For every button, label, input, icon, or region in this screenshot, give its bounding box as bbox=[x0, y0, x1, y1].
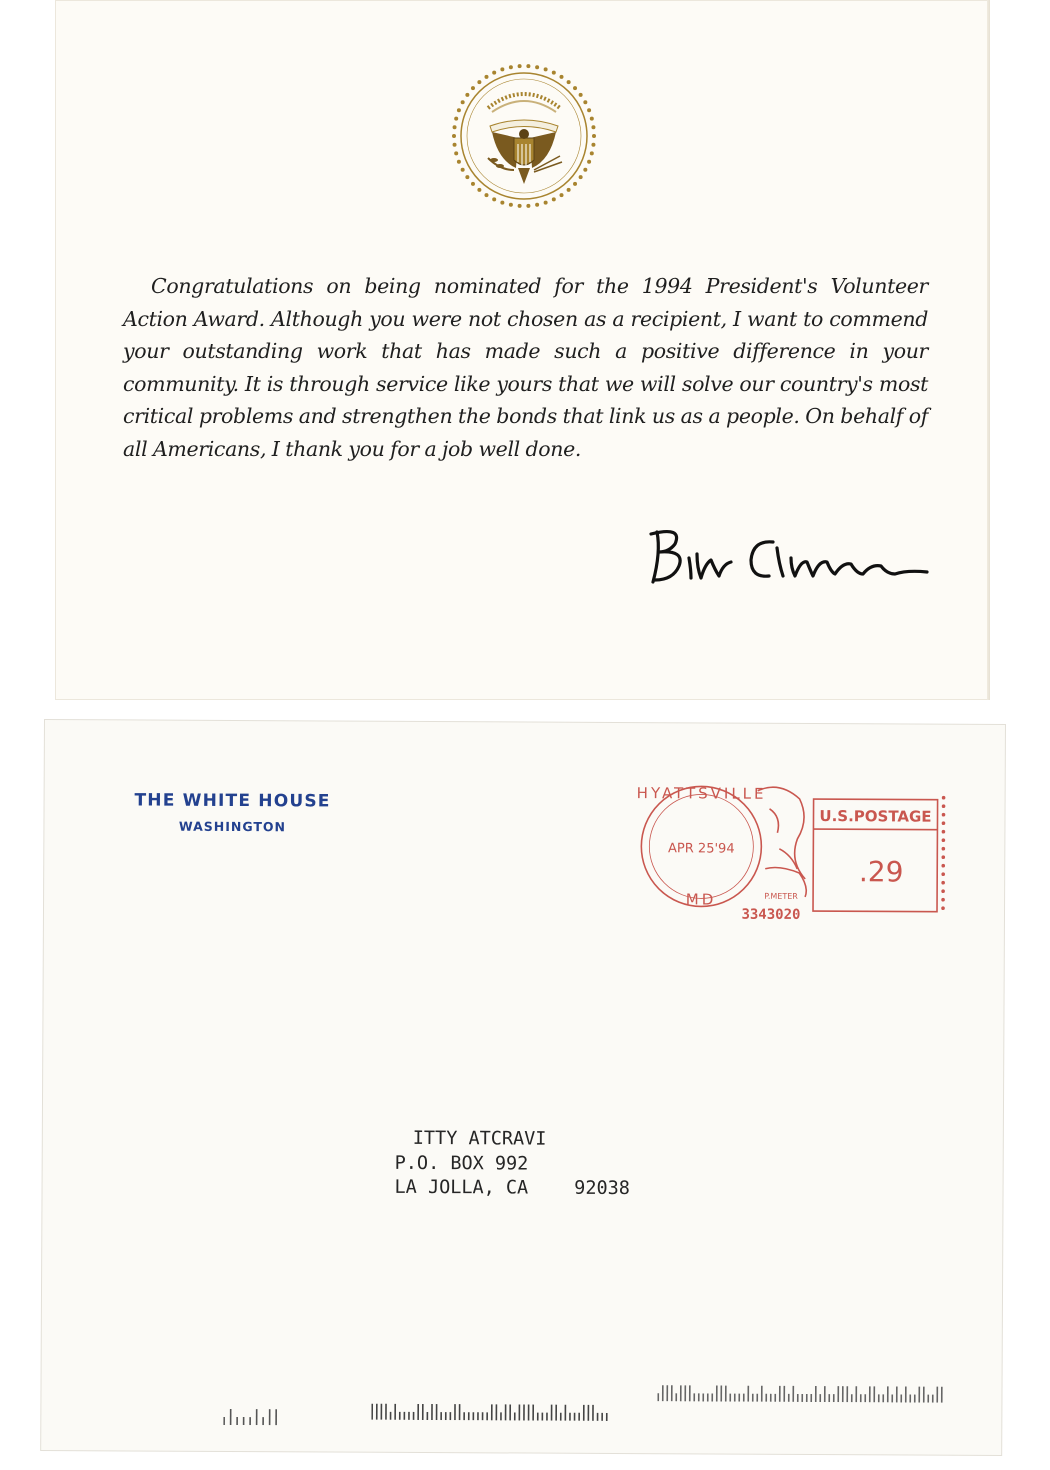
barcode-bar bbox=[878, 1394, 880, 1402]
seal-star bbox=[492, 71, 496, 75]
barcode-bar bbox=[873, 1386, 875, 1402]
meter-number: 3343020 bbox=[741, 906, 801, 923]
barcode-bar bbox=[734, 1394, 736, 1402]
barcode-bar bbox=[810, 1394, 812, 1402]
barcode-bar bbox=[675, 1393, 677, 1401]
barcode-bar bbox=[747, 1386, 749, 1402]
barcode-bar bbox=[666, 1385, 668, 1401]
barcode-bar bbox=[711, 1393, 713, 1401]
meter-star bbox=[942, 821, 946, 825]
seal-star bbox=[535, 203, 539, 207]
barcode-bar bbox=[864, 1394, 866, 1402]
seal-star bbox=[452, 134, 456, 138]
signature bbox=[645, 520, 930, 590]
barcode-bar bbox=[422, 1404, 424, 1420]
barcode-bar bbox=[882, 1394, 884, 1402]
meter-star bbox=[941, 855, 945, 859]
seal-star bbox=[509, 65, 513, 69]
barcode-bar bbox=[860, 1394, 862, 1402]
seal-star bbox=[465, 175, 469, 179]
barcode-bar bbox=[256, 1409, 258, 1425]
barcode-bar bbox=[459, 1404, 461, 1420]
return-address-city: WASHINGTON bbox=[178, 818, 287, 835]
meter-star bbox=[942, 813, 946, 817]
postmark-state: MD bbox=[685, 890, 717, 909]
seal-star bbox=[518, 64, 522, 68]
barcode-bar bbox=[896, 1386, 898, 1402]
barcode-bar bbox=[846, 1386, 848, 1402]
barcode-bar bbox=[381, 1404, 383, 1420]
barcode-bar bbox=[725, 1386, 727, 1402]
seal-star bbox=[544, 67, 548, 71]
barcode-bar bbox=[236, 1417, 238, 1425]
barcode-bar bbox=[223, 1417, 225, 1425]
barcode-bar bbox=[546, 1413, 548, 1421]
barcode-bar bbox=[756, 1394, 758, 1402]
barcode-bar bbox=[824, 1386, 826, 1402]
seal-star bbox=[509, 203, 513, 207]
barcode-bar bbox=[404, 1412, 406, 1420]
barcode-bar bbox=[519, 1404, 521, 1420]
recipient-city-state: LA JOLLA, CA bbox=[394, 1176, 529, 1199]
meter-star bbox=[941, 881, 945, 885]
barcode-bar bbox=[689, 1385, 691, 1401]
barcode-bar bbox=[743, 1394, 745, 1402]
return-address-organization: THE WHITE HOUSE bbox=[134, 790, 331, 812]
barcode-bar bbox=[869, 1386, 871, 1402]
seal-star bbox=[552, 197, 556, 201]
seal-star bbox=[492, 197, 496, 201]
meter-star bbox=[942, 830, 946, 834]
barcode-bar bbox=[941, 1387, 943, 1403]
barcode-fim bbox=[657, 1383, 949, 1403]
barcode-bar bbox=[390, 1412, 392, 1420]
seal-star bbox=[471, 182, 475, 186]
seal-star bbox=[583, 168, 587, 172]
seal-star bbox=[590, 117, 594, 121]
barcode-bar bbox=[936, 1387, 938, 1403]
barcode-bar bbox=[905, 1387, 907, 1403]
card-edge-shadow bbox=[987, 0, 990, 700]
barcode-bar bbox=[900, 1394, 902, 1402]
barcode-bar bbox=[376, 1404, 378, 1420]
seal-star bbox=[500, 201, 504, 205]
barcode-bar bbox=[806, 1394, 808, 1402]
barcode-bar bbox=[779, 1386, 781, 1402]
seal-star bbox=[573, 86, 577, 90]
seal-star bbox=[560, 193, 564, 197]
barcode-bar bbox=[707, 1393, 709, 1401]
barcode-bar bbox=[249, 1417, 251, 1425]
barcode-bar bbox=[671, 1385, 673, 1401]
barcode-bar bbox=[496, 1404, 498, 1420]
barcode-bar bbox=[770, 1394, 772, 1402]
seal-star bbox=[500, 67, 504, 71]
seal-star bbox=[457, 108, 461, 112]
barcode-bar bbox=[477, 1412, 479, 1420]
recipient-name: ITTY ATCRAVI bbox=[412, 1127, 547, 1150]
barcode-bar bbox=[427, 1412, 429, 1420]
barcode-bar bbox=[891, 1394, 893, 1402]
seal-star bbox=[484, 193, 488, 197]
barcode-bar bbox=[509, 1404, 511, 1420]
seal-star bbox=[552, 71, 556, 75]
seal-star bbox=[591, 125, 595, 129]
barcode-bar bbox=[532, 1405, 534, 1421]
barcode-bar bbox=[833, 1394, 835, 1402]
barcode-bar bbox=[275, 1409, 277, 1425]
barcode-bar bbox=[537, 1413, 539, 1421]
barcode-bar bbox=[491, 1404, 493, 1420]
recipient-address bbox=[394, 1127, 630, 1202]
barcode-bar bbox=[927, 1395, 929, 1403]
barcode-bar bbox=[909, 1395, 911, 1403]
barcode-bar bbox=[887, 1386, 889, 1402]
barcode-bar bbox=[932, 1395, 934, 1403]
seal-star bbox=[518, 204, 522, 208]
meter-star bbox=[942, 804, 946, 808]
meter-star bbox=[942, 796, 946, 800]
barcode-bar bbox=[819, 1394, 821, 1402]
postage-meter-stamp bbox=[629, 768, 950, 930]
barcode-bar bbox=[855, 1386, 857, 1402]
barcode-bar bbox=[440, 1412, 442, 1420]
barcode-bar bbox=[657, 1393, 659, 1401]
postage-amount: .29 bbox=[858, 855, 904, 889]
seal-star bbox=[583, 100, 587, 104]
barcode-bar bbox=[417, 1404, 419, 1420]
barcode-bar bbox=[923, 1387, 925, 1403]
seal-star bbox=[579, 175, 583, 179]
barcode-bar bbox=[445, 1412, 447, 1420]
postmark-city: HYATTSVILLE bbox=[636, 784, 767, 803]
barcode-bar bbox=[371, 1404, 373, 1420]
barcode-bar bbox=[463, 1412, 465, 1420]
envelope bbox=[41, 720, 1005, 1455]
barcode-bar bbox=[454, 1404, 456, 1420]
barcode-bar bbox=[815, 1386, 817, 1402]
seal-star bbox=[471, 86, 475, 90]
barcode-bar bbox=[394, 1404, 396, 1420]
barcode-bar bbox=[408, 1412, 410, 1420]
barcode-bar bbox=[482, 1412, 484, 1420]
barcode-bar bbox=[523, 1405, 525, 1421]
barcode-bar bbox=[752, 1394, 754, 1402]
barcode-bar bbox=[385, 1404, 387, 1420]
barcode-bar bbox=[413, 1412, 415, 1420]
postmark-date: APR 25'94 bbox=[668, 841, 735, 857]
postage-label: U.S.POSTAGE bbox=[819, 807, 932, 826]
barcode-bar bbox=[774, 1394, 776, 1402]
barcode-bar bbox=[828, 1394, 830, 1402]
barcode-bar bbox=[473, 1412, 475, 1420]
barcode-bar bbox=[918, 1387, 920, 1403]
seal-star bbox=[457, 160, 461, 164]
barcode-bar bbox=[574, 1413, 576, 1421]
seal-star bbox=[454, 117, 458, 121]
barcode-bar bbox=[662, 1385, 664, 1401]
barcode-bar bbox=[500, 1412, 502, 1420]
seal-star bbox=[453, 125, 457, 129]
meter-star bbox=[942, 838, 946, 842]
barcode-bar bbox=[702, 1393, 704, 1401]
barcode-bar bbox=[431, 1404, 433, 1420]
seal-star bbox=[526, 64, 530, 68]
seal-star bbox=[590, 151, 594, 155]
barcode-bar bbox=[761, 1386, 763, 1402]
barcode-bar bbox=[588, 1405, 590, 1421]
barcode-bar bbox=[450, 1412, 452, 1420]
barcode-bar bbox=[914, 1395, 916, 1403]
barcode-bar bbox=[720, 1386, 722, 1402]
seal-star bbox=[567, 188, 571, 192]
seal-star bbox=[573, 182, 577, 186]
barcode-bar bbox=[698, 1393, 700, 1401]
barcode-bar bbox=[765, 1394, 767, 1402]
seal-star bbox=[465, 93, 469, 97]
meter-label: P.METER bbox=[764, 891, 798, 901]
seal-star bbox=[560, 75, 564, 79]
barcode-bar bbox=[583, 1405, 585, 1421]
barcode-bar bbox=[243, 1417, 245, 1425]
barcode-bar bbox=[555, 1405, 557, 1421]
barcode-bar bbox=[738, 1394, 740, 1402]
seal-star bbox=[461, 168, 465, 172]
barcode-bar bbox=[528, 1405, 530, 1421]
barcode-bar bbox=[569, 1413, 571, 1421]
barcode-bar bbox=[729, 1394, 731, 1402]
barcode-bar bbox=[551, 1405, 553, 1421]
card-message: Congratulations on being nominated for the 1994 President's Volunteer Action Award. Although you were not chosen as a recipient, I want to commend your outstanding work that has made such a positive difference in your community. It is through service like yours that we will solve our country's most critical problems and strengthen the bonds that link us as a people. On behalf of all Americans, I thank you for a job well done. bbox=[123, 274, 928, 461]
seal-star bbox=[454, 151, 458, 155]
barcode-bar bbox=[514, 1412, 516, 1420]
seal-star bbox=[567, 80, 571, 84]
barcode-bar bbox=[837, 1386, 839, 1402]
barcode-bar bbox=[680, 1385, 682, 1401]
barcode-small bbox=[223, 1407, 283, 1425]
meter-star bbox=[941, 872, 945, 876]
return-address bbox=[102, 790, 362, 834]
seal-star bbox=[587, 108, 591, 112]
barcode-bar bbox=[468, 1412, 470, 1420]
barcode-bar bbox=[801, 1394, 803, 1402]
seal-star bbox=[587, 160, 591, 164]
barcode-bar bbox=[792, 1386, 794, 1402]
barcode-bar bbox=[693, 1393, 695, 1401]
seal-star bbox=[526, 204, 530, 208]
barcode-bar bbox=[399, 1412, 401, 1420]
barcode-bar bbox=[684, 1385, 686, 1401]
barcode-bar bbox=[505, 1404, 507, 1420]
seal-star bbox=[535, 65, 539, 69]
seal-star bbox=[579, 93, 583, 97]
barcode-bar bbox=[783, 1386, 785, 1402]
barcode-bar bbox=[560, 1413, 562, 1421]
barcode-bar bbox=[597, 1413, 599, 1421]
seal-star bbox=[544, 201, 548, 205]
barcode-bar bbox=[842, 1386, 844, 1402]
barcode-bar bbox=[788, 1394, 790, 1402]
barcode-bar bbox=[565, 1405, 567, 1421]
barcode-bar bbox=[592, 1405, 594, 1421]
seal-star bbox=[477, 80, 481, 84]
barcode-bar bbox=[851, 1394, 853, 1402]
barcode-postnet bbox=[371, 1402, 611, 1421]
seal-star bbox=[592, 134, 596, 138]
meter-star bbox=[941, 889, 945, 893]
meter-star bbox=[941, 864, 945, 868]
presidential-seal-icon bbox=[448, 60, 600, 212]
seal-star bbox=[591, 143, 595, 147]
seal-star bbox=[477, 188, 481, 192]
barcode-bar bbox=[230, 1409, 232, 1425]
barcode-bar bbox=[716, 1386, 718, 1402]
recipient-city-line bbox=[394, 1176, 629, 1202]
recipient-zip: 92038 bbox=[574, 1177, 630, 1200]
barcode-bar bbox=[269, 1409, 271, 1425]
presidential-card bbox=[55, 0, 990, 700]
seal-star bbox=[484, 75, 488, 79]
barcode-bar bbox=[486, 1412, 488, 1420]
barcode-bar bbox=[578, 1413, 580, 1421]
seal-star bbox=[453, 143, 457, 147]
meter-star bbox=[941, 906, 945, 910]
meter-star bbox=[941, 898, 945, 902]
meter-star bbox=[942, 847, 946, 851]
recipient-address-line: P.O. BOX 992 bbox=[394, 1152, 529, 1175]
barcode-bar bbox=[797, 1394, 799, 1402]
seal-star bbox=[461, 100, 465, 104]
barcode-bar bbox=[606, 1413, 608, 1421]
barcode-bar bbox=[436, 1404, 438, 1420]
barcode-bar bbox=[542, 1413, 544, 1421]
barcode-bar bbox=[601, 1413, 603, 1421]
barcode-bar bbox=[262, 1417, 264, 1425]
